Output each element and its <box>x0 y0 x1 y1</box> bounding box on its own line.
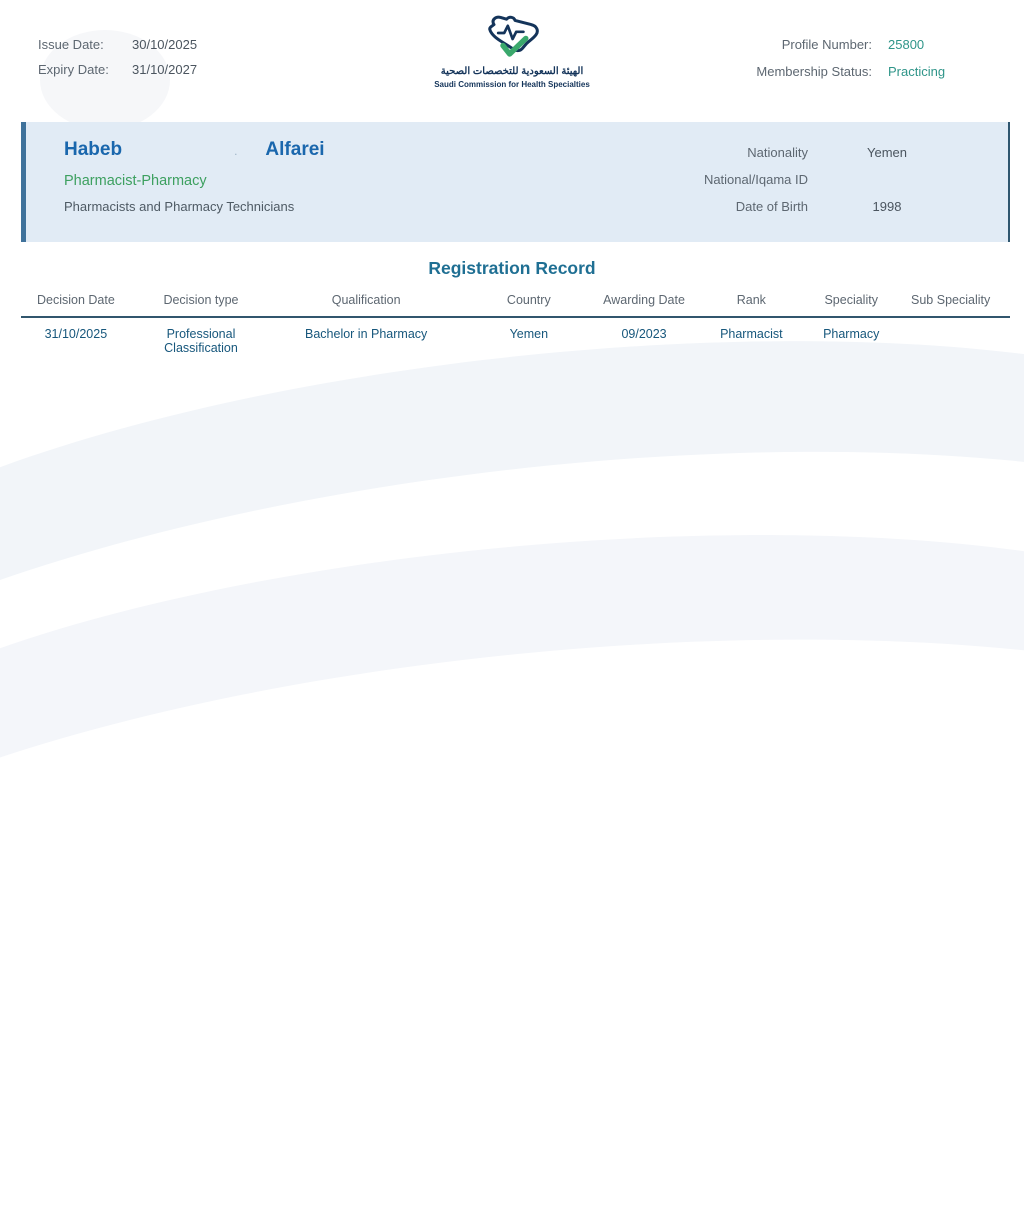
practitioner-name <box>64 139 325 162</box>
logo-arabic-name: الهيئة السعودية للتخصصات الصحية <box>440 66 584 77</box>
membership-status-label: Membership Status: <box>756 64 872 79</box>
cell-rank: Pharmacist <box>720 327 783 341</box>
cell-qualification: Bachelor in Pharmacy <box>305 327 428 341</box>
registration-record-title: Registration Record <box>428 258 596 278</box>
family-name: Alfarei <box>265 139 325 160</box>
profile-identity <box>64 139 325 214</box>
cell-decision-type: Professional Classification <box>164 327 238 355</box>
col-awarding-date: Awarding Date <box>597 289 692 317</box>
cell-country: Yemen <box>509 327 549 341</box>
profile-meta <box>756 37 966 91</box>
profile-number-label: Profile Number: <box>781 37 872 52</box>
col-rank: Rank <box>692 289 812 317</box>
expiry-date-label: Expiry Date: <box>38 62 109 77</box>
col-sub-speciality: Sub Speciality <box>891 289 1010 317</box>
national-id-value <box>826 172 948 188</box>
issue-date-value: 30/10/2025 <box>132 37 198 52</box>
profession-category: Pharmacists and Pharmacy Technicians <box>64 199 295 214</box>
col-country: Country <box>461 289 596 317</box>
col-decision-date: Decision Date <box>21 289 131 317</box>
cell-awarding-date: 09/2023 <box>621 327 667 341</box>
profile-details <box>704 145 948 215</box>
cell-speciality: Pharmacy <box>823 327 880 341</box>
membership-status-value: Practicing <box>888 64 946 79</box>
table-header-row <box>21 289 1010 317</box>
profession-title: Pharmacist-Pharmacy <box>64 173 207 189</box>
national-id-label: National/Iqama ID <box>703 172 808 187</box>
membership-status-row <box>756 64 966 79</box>
nationality-value: Yemen <box>867 145 907 160</box>
issue-date-label: Issue Date: <box>38 37 104 52</box>
document-dates <box>38 37 197 87</box>
cell-sub-speciality <box>891 317 1010 357</box>
profile-number-value: 25800 <box>888 37 925 52</box>
expiry-date-row <box>38 62 197 77</box>
first-name: Habeb <box>64 139 123 160</box>
scfhs-logo <box>392 12 632 90</box>
profile-number-row <box>756 37 966 52</box>
registration-record-table <box>21 289 1010 357</box>
scfhs-map-pulse-check-icon <box>465 12 559 60</box>
name-separator: . <box>234 144 238 158</box>
expiry-date-value: 31/10/2027 <box>132 62 198 77</box>
profile-banner <box>21 122 1010 242</box>
date-of-birth-label: Date of Birth <box>735 199 808 214</box>
col-speciality: Speciality <box>811 289 891 317</box>
cell-decision-date: 31/10/2025 <box>44 327 108 341</box>
col-qualification: Qualification <box>271 289 461 317</box>
date-of-birth-value: 1998 <box>872 199 902 214</box>
issue-date-row <box>38 37 197 52</box>
nationality-label: Nationality <box>747 145 808 160</box>
logo-english-name: Saudi Commission for Health Specialties <box>434 80 590 89</box>
table-row <box>21 317 1010 357</box>
col-decision-type: Decision type <box>131 289 271 317</box>
